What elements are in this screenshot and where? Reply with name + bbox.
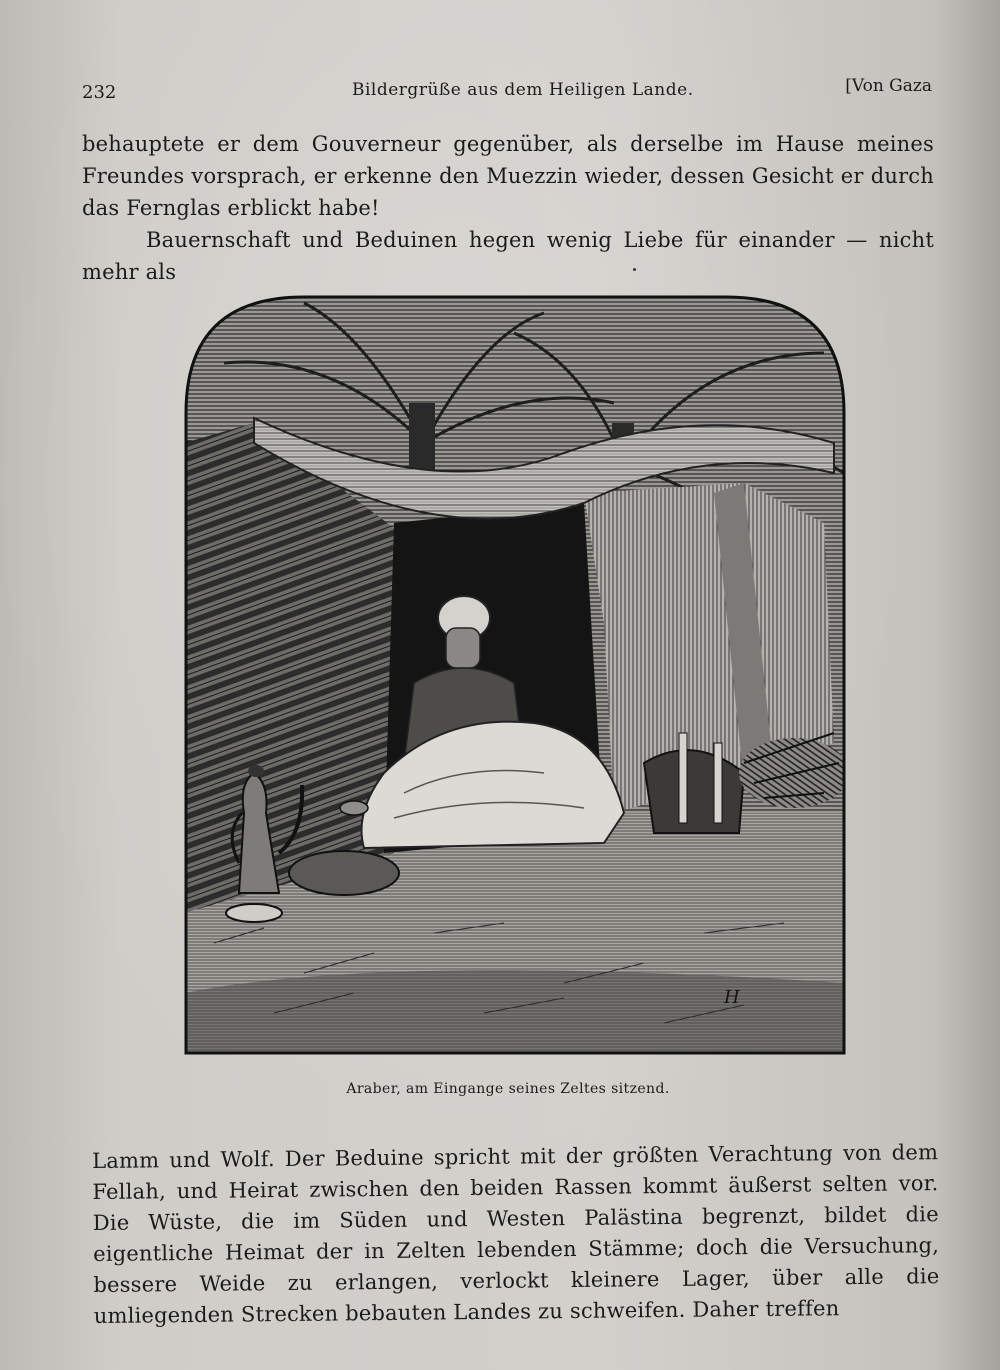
running-head-section: [Von Gaza <box>845 76 932 96</box>
ink-speck <box>633 268 636 271</box>
paragraph-lamm-und-wolf: Lamm und Wolf. Der Beduine spricht mit der größten Verachtung von dem Fellah, und Heirat zwischen den beiden Rassen kommt äußerst selten vor. Die Wüste, die im Süden und Westen Palästina begrenzt, bildet die eigentliche Heimat der in Zelten lebenden Stämme; doch die Versuchung, bessere Weide zu erlangen, verlockt kleinere Lager, über alle die umliegenden Strecken bebauten Landes zu schweifen. Daher treffen <box>92 1140 940 1328</box>
page-number: 232 <box>82 82 117 103</box>
paragraph-continuation: behauptete er dem Gouverneur gegenüber, als derselbe im Hause meines Freundes vorsprach, er erkenne den Muezzin wieder, dessen Gesicht er durch das Fernglas erblickt habe! <box>82 132 934 220</box>
running-head-title: Bildergrüße aus dem Heiligen Lande. <box>352 80 694 100</box>
engraving-illustration <box>184 293 846 1055</box>
small-bowl <box>340 801 368 815</box>
paragraph-bauernschaft: Bauernschaft und Beduinen hegen wenig Liebe für einander — nicht mehr als <box>82 228 934 284</box>
basket <box>289 851 399 895</box>
page-edge-shadow <box>940 0 1000 1370</box>
engraving-svg <box>184 293 846 1055</box>
bottom-text-block <box>92 1137 940 1332</box>
top-text-block <box>82 128 934 288</box>
running-head <box>82 76 932 106</box>
bowl <box>226 904 282 922</box>
figure-caption: Araber, am Eingange seines Zeltes sitzend. <box>346 1081 670 1097</box>
engraver-signature: H <box>724 987 740 1008</box>
